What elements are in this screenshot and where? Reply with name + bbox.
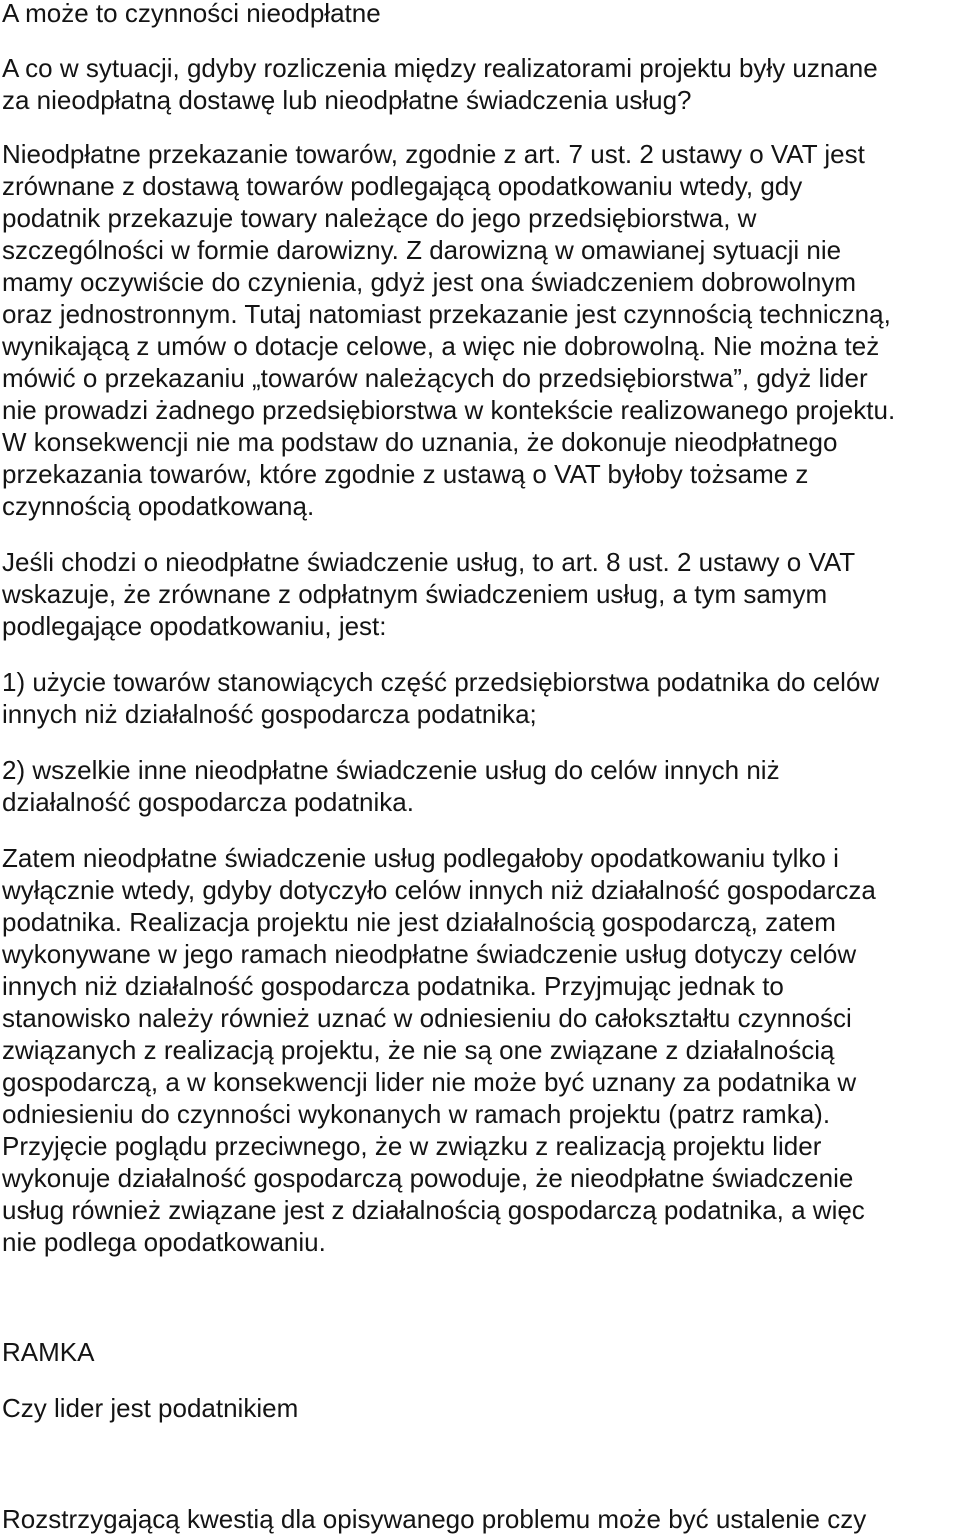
paragraph-line: Jeśli chodzi o nieodpłatne świadczenie usług, to art. 8 ust. 2 ustawy o VAT — [2, 547, 856, 577]
section-heading: A może to czynności nieodpłatne — [2, 0, 381, 28]
paragraph-line: innych niż działalność gospodarcza podatnika. Przyjmując jednak to — [2, 971, 784, 1001]
paragraph-line: związanych z realizacją projektu, że nie są one związane z działalnością — [2, 1035, 835, 1065]
paragraph-line: mówić o przekazaniu „towarów należących do przedsiębiorstwa”, gdyż lider — [2, 363, 868, 393]
paragraph-line: podatnika. Realizacja projektu nie jest działalnością gospodarczą, zatem — [2, 907, 836, 937]
paragraph-line: oraz jednostronnym. Tutaj natomiast przekazanie jest czynnością techniczną, — [2, 299, 891, 329]
paragraph-line: nie podlega opodatkowaniu. — [2, 1227, 326, 1257]
box-label: RAMKA — [2, 1337, 95, 1367]
paragraph-line: stanowisko należy również uznać w odniesieniu do całokształtu czynności — [2, 1003, 852, 1033]
list-item-line: innych niż działalność gospodarcza podatnika; — [2, 699, 537, 729]
paragraph-line: usług również związane jest z działalnością gospodarczą podatnika, a więc — [2, 1195, 865, 1225]
paragraph-line: nie prowadzi żadnego przedsiębiorstwa w kontekście realizowanego projektu. — [2, 395, 896, 425]
paragraph-line: podatnik przekazuje towary należące do jego przedsiębiorstwa, w — [2, 203, 757, 233]
box-title: Czy lider jest podatnikiem — [2, 1393, 299, 1423]
paragraph-line: zrównane z dostawą towarów podlegającą opodatkowaniu wtedy, gdy — [2, 171, 803, 201]
question-line: za nieodpłatną dostawę lub nieodpłatne świadczenia usług? — [2, 85, 692, 115]
paragraph-line: przekazania towarów, które zgodnie z ustawą o VAT byłoby tożsame z — [2, 459, 809, 489]
paragraph-line: gospodarczą, a w konsekwencji lider nie może być uznany za podatnika w — [2, 1067, 857, 1097]
paragraph-line: szczególności w formie darowizny. Z darowizną w omawianej sytuacji nie — [2, 235, 842, 265]
paragraph-line: wykonuje działalność gospodarczą powoduje, że nieodpłatne świadczenie — [2, 1163, 854, 1193]
paragraph-line: odniesieniu do czynności wykonanych w ramach projektu (patrz ramka). — [2, 1099, 831, 1129]
paragraph-line: mamy oczywiście do czynienia, gdyż jest ona świadczeniem dobrowolnym — [2, 267, 857, 297]
paragraph-line: Nieodpłatne przekazanie towarów, zgodnie z art. 7 ust. 2 ustawy o VAT jest — [2, 139, 865, 169]
list-item-line: działalność gospodarcza podatnika. — [2, 787, 414, 817]
box-text-line: Rozstrzygającą kwestią dla opisywanego problemu może być ustalenie czy — [2, 1504, 867, 1534]
paragraph-line: Przyjęcie poglądu przeciwnego, że w związku z realizacją projektu lider — [2, 1131, 822, 1161]
paragraph-line: wykonywane w jego ramach nieodpłatne świadczenie usług dotyczy celów — [2, 939, 857, 969]
paragraph-line: W konsekwencji nie ma podstaw do uznania, że dokonuje nieodpłatnego — [2, 427, 838, 457]
question-line: A co w sytuacji, gdyby rozliczenia między realizatorami projektu były uznane — [2, 53, 878, 83]
paragraph-line: wyłącznie wtedy, gdyby dotyczyło celów innych niż działalność gospodarcza — [2, 875, 876, 905]
paragraph-line: Zatem nieodpłatne świadczenie usług podlegałoby opodatkowaniu tylko i — [2, 843, 839, 873]
list-item-line: 1) użycie towarów stanowiących część przedsiębiorstwa podatnika do celów — [2, 667, 880, 697]
paragraph-line: wskazuje, że zrównane z odpłatnym świadczeniem usług, a tym samym — [2, 579, 828, 609]
list-item-line: 2) wszelkie inne nieodpłatne świadczenie usług do celów innych niż — [2, 755, 780, 785]
paragraph-line: podlegające opodatkowaniu, jest: — [2, 611, 387, 641]
paragraph-line: czynnością opodatkowaną. — [2, 491, 315, 521]
paragraph-line: wynikającą z umów o dotacje celowe, a więc nie dobrowolną. Nie można też — [2, 331, 880, 361]
